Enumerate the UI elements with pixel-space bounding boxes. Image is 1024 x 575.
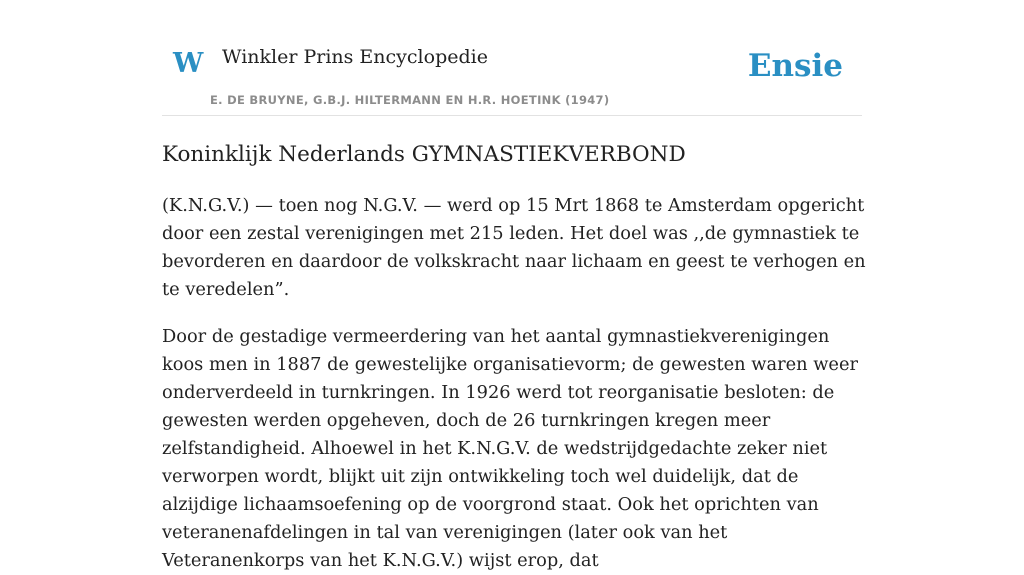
authors-credit: E. DE BRUYNE, G.B.J. HILTERMANN EN H.R. HOETINK (1947): [210, 93, 610, 107]
site-header: [162, 0, 862, 116]
article-paragraph-2: Door de gestadige vermeerdering van het aantal gymnastiekverenigingen koos men in 1887 de gewestelijke organisatievorm; de gewesten waren weer onderverdeeld in turnkringen. In 1926 werd tot reorganisatie besloten: de gewesten werden opgeheven, doch de 26 turnkringen kregen meer zelfstandigheid. Alhoewel in het K.N.G.V. de wedstrijdgedachte zeker niet verworpen wordt, blijkt uit zijn ontwikkeling toch wel duidelijk, dat de alzijdige lichaamsoefening op de voorgrond staat. Ook het oprichten van veteranenafdelingen in tal van verenigingen (later ook van het Veteranenkorps van het K.N.G.V.) wijst erop, dat: [162, 326, 858, 571]
ensie-brand-link[interactable]: Ensie: [747, 48, 843, 84]
winkler-prins-logo[interactable]: W: [173, 48, 204, 79]
article-body: [162, 138, 866, 575]
article-paragraph-1: (K.N.G.V.) — toen nog N.G.V. — werd op 15 Mrt 1868 te Amsterdam opgericht door een zestal verenigingen met 215 leden. Het doel was ,,de gymnastiek te bevorderen en daardoor de volkskracht naar lichaam en geest te verhogen en te veredelen”.: [162, 195, 866, 300]
article-title: Koninklijk Nederlands GYMNASTIEKVERBOND: [162, 142, 686, 167]
site-title[interactable]: Winkler Prins Encyclopedie: [222, 46, 488, 68]
